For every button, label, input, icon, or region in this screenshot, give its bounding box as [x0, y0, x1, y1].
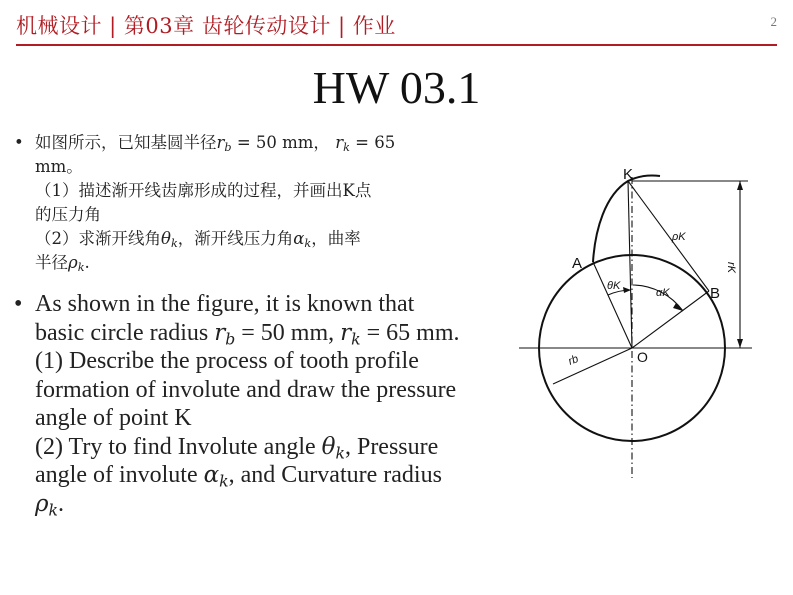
label-O: O — [637, 349, 648, 365]
english-problem-text — [14, 290, 514, 518]
radius-rb-line — [553, 348, 632, 384]
label-r-b: rb — [566, 352, 581, 368]
en-line-3: (1) Describe the process of tooth profile — [35, 348, 419, 374]
line-OA — [593, 262, 632, 348]
line-KB — [628, 181, 709, 291]
bullet: • — [14, 133, 24, 152]
en-line-6: (2) Try to find Involute angle $\theta_k$, Pressure — [35, 433, 439, 462]
en-line-8: $\rho_k$. — [35, 490, 64, 519]
zh-line-4: 的压力角 — [35, 205, 101, 224]
math-rk: $r_k$ — [335, 133, 350, 155]
math-theta-k: $\theta_k$ — [161, 229, 178, 251]
math-rho-k: $\rho_k$ — [68, 253, 85, 275]
en-line-4: formation of involute and draw the pressure — [35, 376, 457, 403]
math-rb: $r_b$ — [216, 133, 232, 155]
en-line-2: basic circle radius $r_b = 50$ mm, $r_k = 65$ mm. — [35, 319, 460, 348]
en-line-1: • As shown in the figure, it is known that — [14, 291, 415, 317]
slide-header — [0, 0, 793, 46]
involute-diagram — [512, 155, 770, 490]
zh-line-5: （2）求渐开线角$\theta_k$，渐开线压力角$\alpha_k$，曲率 — [35, 229, 361, 251]
math-alpha-k: $\alpha_k$ — [203, 462, 229, 491]
label-K: K — [623, 166, 634, 183]
line-OK — [628, 181, 632, 348]
en-line-5: angle of point K — [35, 405, 192, 431]
math-theta-k: $\theta_k$ — [321, 433, 345, 462]
theta-arrow — [623, 287, 631, 293]
rk-arrow-bottom — [737, 339, 743, 348]
chinese-problem-text — [14, 131, 486, 275]
label-theta-k: θK — [607, 280, 621, 292]
label-A: A — [572, 255, 583, 272]
zh-line-6: 半径$\rho_k$. — [35, 253, 90, 275]
math-rho-k: $\rho_k$ — [35, 490, 58, 519]
zh-line-1: • 如图所示，已知基圆半径$r_b = 50$ mm， $r_k = 65$ — [14, 133, 396, 155]
math-rb: $r_b$ — [214, 319, 236, 348]
zh-line-3: （1）描述渐开线齿廓形成的过程，并画出K点 — [35, 181, 372, 200]
math-rk: $r_k$ — [340, 319, 361, 348]
zh-line-2: mm。 — [35, 157, 83, 176]
label-rho-k: ρK — [672, 231, 686, 243]
page-number: 2 — [770, 14, 777, 29]
label-r-k: rK — [725, 262, 737, 273]
involute-curve — [593, 176, 660, 262]
en-line-7: angle of involute $\alpha_k$, and Curvature radius — [35, 462, 442, 491]
rk-arrow-top — [737, 181, 743, 190]
label-B: B — [710, 285, 721, 302]
bullet: • — [14, 291, 23, 317]
math-alpha-k: $\alpha_k$ — [293, 229, 312, 251]
header-rule — [16, 44, 777, 46]
slide-title: HW 03.1 — [312, 62, 481, 113]
course-title: 机械设计 | 第03章 齿轮传动设计 | 作业 — [16, 14, 396, 38]
label-alpha-k: αK — [656, 287, 670, 299]
line-OB — [632, 291, 709, 348]
